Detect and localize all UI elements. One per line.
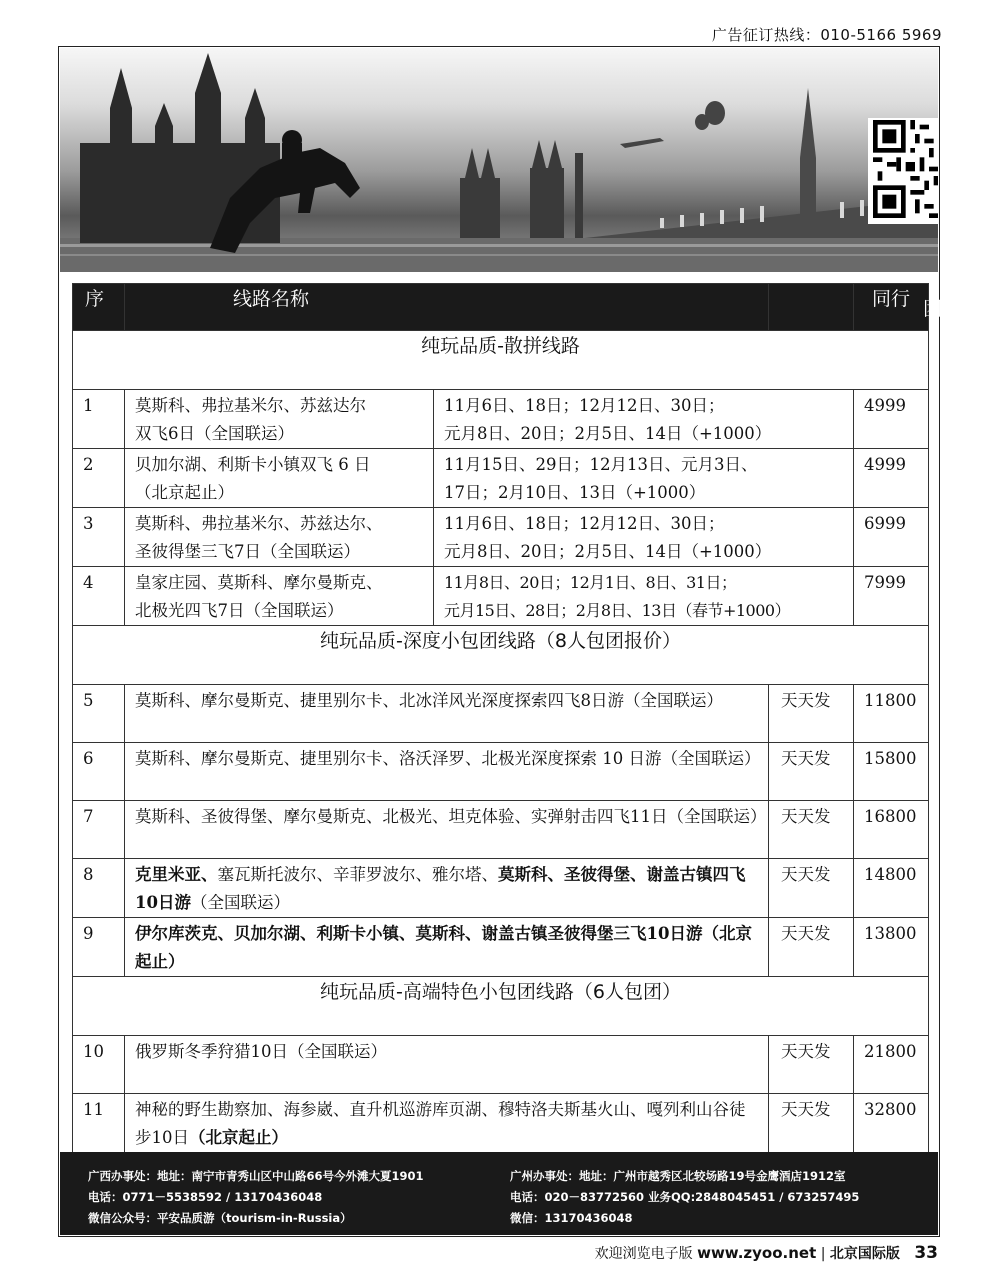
row-number: 1: [73, 390, 125, 449]
row-number: 5: [73, 685, 125, 743]
departure-dates: 11月8日、20日；12月1日、8日、31日； 元月15日、28日；2月8日、13日（春节+1000）: [434, 567, 854, 626]
route-name: 俄罗斯冬季狩猎10日（全国联运）: [125, 1036, 769, 1094]
guangzhou-phone: 电话：020－83772560 业务QQ:2848045451 / 673257495: [510, 1190, 860, 1204]
departure-dates: 11月15日、29日；12月13日、元月3日、 17日；2月10日、13日（+1000）: [434, 449, 854, 508]
table-row[interactable]: [73, 859, 929, 918]
table-row[interactable]: [73, 801, 929, 859]
table-row[interactable]: [73, 508, 929, 567]
price: 16800: [854, 801, 929, 859]
table-row[interactable]: [73, 390, 929, 449]
route-name: 伊尔库茨克、贝加尔湖、利斯卡小镇、莫斯科、谢盖古镇圣彼得堡三飞10日游（北京起止）: [125, 918, 769, 977]
routes-table: [72, 283, 962, 1153]
route-name: 莫斯科、摩尔曼斯克、捷里别尔卡、洛沃泽罗、北极光深度探索 10 日游（全国联运）: [125, 743, 769, 801]
guangzhou-office: [510, 1166, 859, 1229]
table-header-row: [73, 284, 929, 331]
row-number: 7: [73, 801, 125, 859]
wechat-official-account: 微信公众号：平安品质游（tourism-in-Russia）: [88, 1211, 352, 1225]
price: 11800: [854, 685, 929, 743]
price: 4999: [854, 390, 929, 449]
departure-frequency: 天天发: [769, 801, 854, 859]
route-name: 神秘的野生勘察加、海参崴、直升机巡游库页湖、穆特洛夫斯基火山、嘎列利山谷徒步10日（北京起止）: [125, 1094, 769, 1153]
table-row[interactable]: [73, 1036, 929, 1094]
table-row[interactable]: [73, 449, 929, 508]
route-name: 莫斯科、摩尔曼斯克、捷里别尔卡、北冰洋风光深度探索四飞8日游（全国联运）: [125, 685, 769, 743]
departure-dates: 11月6日、18日；12月12日、30日； 元月8日、20日；2月5日、14日（+1000）: [434, 508, 854, 567]
footer-contact-bar: [60, 1152, 938, 1235]
departure-frequency: 天天发: [769, 859, 854, 918]
row-number: 9: [73, 918, 125, 977]
departure-frequency: 天天发: [769, 918, 854, 977]
departure-frequency: 天天发: [769, 1094, 854, 1153]
header-index: 序: [73, 284, 125, 331]
welcome-text: 欢迎浏览电子版: [594, 1246, 693, 1262]
banner-title: [60, 270, 938, 272]
ad-hotline: 广告征订热线：010-5166 5969: [711, 26, 942, 44]
banner: [60, 48, 938, 272]
price: 32800: [854, 1094, 929, 1153]
table-row[interactable]: [73, 918, 929, 977]
route-name: 皇家庄园、莫斯科、摩尔曼斯克、 北极光四飞7日（全国联运）: [125, 567, 434, 626]
page-number: 33: [914, 1243, 938, 1263]
route-name: 贝加尔湖、利斯卡小镇双飞 6 日 （北京起止）: [125, 449, 434, 508]
website-link[interactable]: www.zyoo.net: [697, 1244, 817, 1262]
guangxi-phone: 电话：0771－5538592 / 13170436048: [88, 1190, 323, 1204]
separator: |: [820, 1246, 826, 1262]
table-row[interactable]: [73, 1094, 929, 1153]
row-number: 4: [73, 567, 125, 626]
qr-code[interactable]: [868, 118, 938, 224]
page-footer: [595, 1243, 938, 1263]
route-name: 莫斯科、弗拉基米尔、苏兹达尔 双飞6日（全国联运）: [125, 390, 434, 449]
row-number: 10: [73, 1036, 125, 1094]
price: 6999: [854, 508, 929, 567]
header-route: 线路名称 团期: [125, 284, 769, 331]
guangzhou-address: 广州办事处：地址：广州市越秀区北较场路19号金鹰酒店1912室: [510, 1169, 846, 1183]
header-dates: [769, 284, 854, 331]
section-title-premium-small-group: 纯玩品质-高端特色小包团线路（6人包团）: [73, 977, 929, 1036]
departure-frequency: 天天发: [769, 743, 854, 801]
departure-frequency: 天天发: [769, 685, 854, 743]
row-number: 11: [73, 1094, 125, 1153]
guangxi-office: [88, 1166, 424, 1229]
table-row[interactable]: [73, 743, 929, 801]
banner-skyline-image: [60, 48, 938, 272]
departure-dates: 11月6日、18日；12月12日、30日； 元月8日、20日；2月5日、14日（+1000）: [434, 390, 854, 449]
price: 4999: [854, 449, 929, 508]
price: 14800: [854, 859, 929, 918]
section-title-deep-small-group: 纯玩品质-深度小包团线路（8人包团报价）: [73, 626, 929, 685]
edition-label: 北京国际版: [829, 1246, 900, 1262]
row-number: 3: [73, 508, 125, 567]
table-row[interactable]: [73, 685, 929, 743]
qr-code-icon: [870, 120, 938, 218]
guangzhou-wechat: 微信：13170436048: [510, 1211, 633, 1225]
route-name: 克里米亚、塞瓦斯托波尔、辛菲罗波尔、雅尔塔、莫斯科、圣彼得堡、谢盖古镇四飞10日游（全国联运）: [125, 859, 769, 918]
route-name: 莫斯科、圣彼得堡、摩尔曼斯克、北极光、坦克体验、实弹射击四飞11日（全国联运）: [125, 801, 769, 859]
departure-frequency: 天天发: [769, 1036, 854, 1094]
table-row[interactable]: [73, 567, 929, 626]
price: 15800: [854, 743, 929, 801]
section-title-scattered: 纯玩品质-散拼线路: [73, 331, 929, 390]
header-dates-label: 团期: [923, 298, 962, 320]
price: 21800: [854, 1036, 929, 1094]
row-number: 2: [73, 449, 125, 508]
price: 7999: [854, 567, 929, 626]
price: 13800: [854, 918, 929, 977]
header-price: 同行: [854, 284, 929, 331]
route-name: 莫斯科、弗拉基米尔、苏兹达尔、 圣彼得堡三飞7日（全国联运）: [125, 508, 434, 567]
row-number: 8: [73, 859, 125, 918]
guangxi-address: 广西办事处：地址：南宁市青秀山区中山路66号今外滩大夏1901: [88, 1169, 424, 1183]
row-number: 6: [73, 743, 125, 801]
